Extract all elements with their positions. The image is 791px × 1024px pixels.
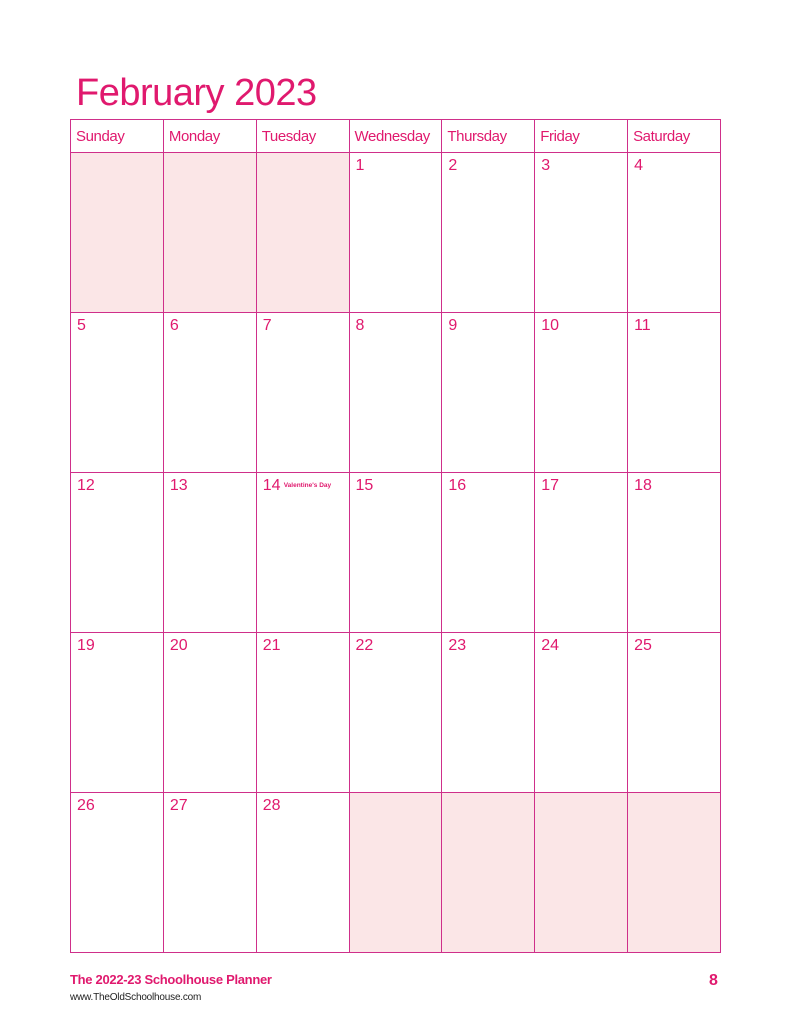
day-cell[interactable] [163,313,256,473]
day-cell[interactable] [535,473,628,633]
day-cell[interactable] [442,153,535,313]
day-number: 28 [262,797,281,814]
day-number: 6 [169,317,179,334]
day-cell[interactable] [256,473,349,633]
day-number: 18 [634,477,652,494]
day-cell[interactable] [349,313,442,473]
week-row [71,153,721,313]
day-cell[interactable] [163,473,256,633]
holiday-note: Valentine's Day [283,482,332,489]
day-number: 1 [355,157,365,174]
day-cell[interactable] [628,633,721,793]
day-number: 16 [448,477,467,494]
day-number: 4 [634,157,643,174]
day-cell[interactable] [442,633,535,793]
page-number: 8 [709,972,718,989]
day-cell[interactable] [349,153,442,313]
day-number: 17 [541,477,560,494]
day-cell[interactable] [256,313,349,473]
empty-day-cell [442,793,535,953]
day-number: 8 [355,317,365,334]
empty-day-cell [349,793,442,953]
weekday-header-sunday: Sunday [71,120,164,153]
empty-day-cell [163,153,256,313]
weekday-header-tuesday: Tuesday [256,120,349,153]
planner-title: The 2022-23 Schoolhouse Planner [70,972,272,987]
day-number: 5 [77,317,86,334]
week-row [71,793,721,953]
day-number: 19 [77,637,95,654]
weekday-header-friday: Friday [535,120,628,153]
day-cell[interactable] [535,313,628,473]
day-cell[interactable] [628,473,721,633]
day-number: 9 [448,317,458,334]
day-number: 13 [169,477,188,494]
day-cell[interactable] [71,473,164,633]
day-number: 12 [77,477,95,494]
day-number: 23 [448,637,467,654]
day-cell[interactable] [628,313,721,473]
weekday-header-thursday: Thursday [442,120,535,153]
day-cell[interactable] [535,153,628,313]
day-cell[interactable] [71,313,164,473]
weekday-header-saturday: Saturday [628,120,721,153]
day-cell[interactable] [349,473,442,633]
day-number: 26 [77,797,95,814]
empty-day-cell [628,793,721,953]
website-link[interactable]: www.TheOldSchoolhouse.com [70,992,202,1003]
day-cell[interactable] [163,633,256,793]
day-number: 7 [262,317,272,334]
week-row [71,473,721,633]
empty-day-cell [256,153,349,313]
day-cell[interactable] [71,633,164,793]
day-cell[interactable] [628,153,721,313]
day-number: 22 [355,637,374,654]
day-number: 10 [541,317,560,334]
empty-day-cell [71,153,164,313]
day-cell[interactable] [256,793,349,953]
day-number: 25 [634,637,652,654]
day-cell[interactable] [535,633,628,793]
empty-day-cell [535,793,628,953]
week-row [71,633,721,793]
weekday-header-wednesday: Wednesday [349,120,442,153]
day-cell[interactable] [442,313,535,473]
day-number: 24 [541,637,560,654]
day-number: 11 [634,317,651,334]
weekday-header-row [71,120,721,153]
day-number: 15 [355,477,374,494]
day-number: 3 [541,157,551,174]
day-number: 20 [169,637,188,654]
page-title: February 2023 [76,72,317,114]
day-cell[interactable] [163,793,256,953]
day-cell[interactable] [256,633,349,793]
day-number: 14 [262,477,281,494]
weekday-header-monday: Monday [163,120,256,153]
calendar-grid [70,119,721,953]
day-number: 2 [448,157,458,174]
day-cell[interactable] [349,633,442,793]
day-cell[interactable] [442,473,535,633]
day-number: 21 [262,637,281,654]
week-row [71,313,721,473]
day-number: 27 [169,797,188,814]
day-cell[interactable] [71,793,164,953]
